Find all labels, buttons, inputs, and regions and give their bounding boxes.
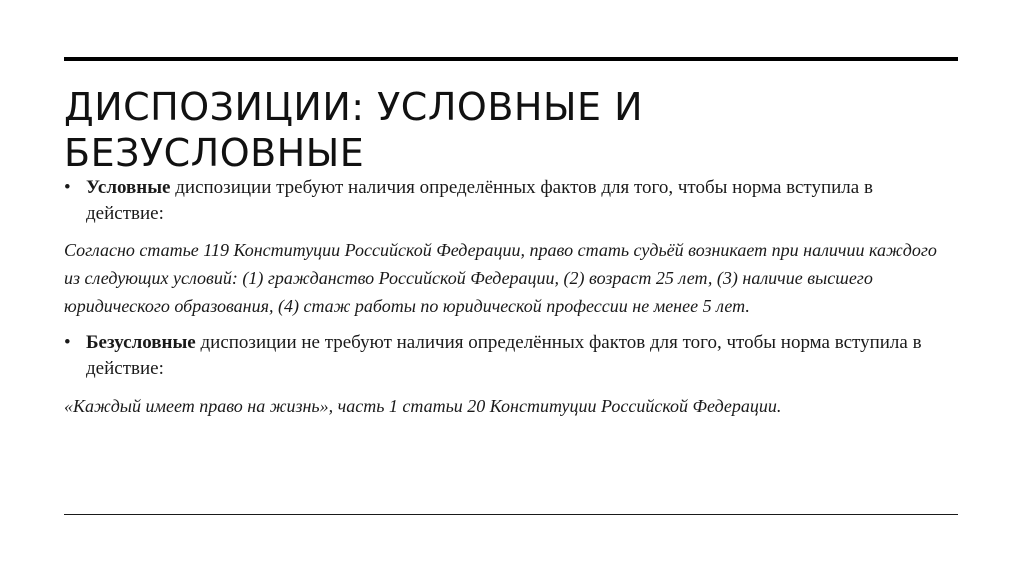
top-divider [64, 57, 958, 61]
bullet-text-unconditional: диспозиции не требуют наличия определённых фактов для того, чтобы норма вступила в действие: [86, 332, 922, 379]
bullet-text-conditional: диспозиции требуют наличия определённых фактов для того, чтобы норма вступила в действие: [86, 177, 873, 224]
bullet-conditional [64, 175, 954, 227]
slide-title: ДИСПОЗИЦИИ: УСЛОВНЫЕ И БЕЗУСЛОВНЫЕ [64, 85, 644, 175]
bullet-unconditional [64, 330, 954, 382]
bullet-term-unconditional: Безусловные [86, 332, 196, 353]
bullet-marker: • [64, 332, 71, 353]
example-conditional: Согласно статье 119 Конституции Российской Федерации, право стать судьёй возникает при наличии каждого из следующих условий: (1) гражданство Российской Федерации, (2) возраст 25 лет, (3) наличие высшего юридического образования, (4) стаж работы по юридической профессии не менее 5 лет. [64, 240, 937, 316]
example-unconditional: «Каждый имеет право на жизнь», часть 1 статьи 20 Конституции Российской Федерации. [64, 396, 782, 416]
bullet-marker: • [64, 177, 71, 198]
bottom-divider [64, 514, 958, 515]
bullet-term-conditional: Условные [86, 177, 171, 198]
slide-body [64, 175, 954, 420]
